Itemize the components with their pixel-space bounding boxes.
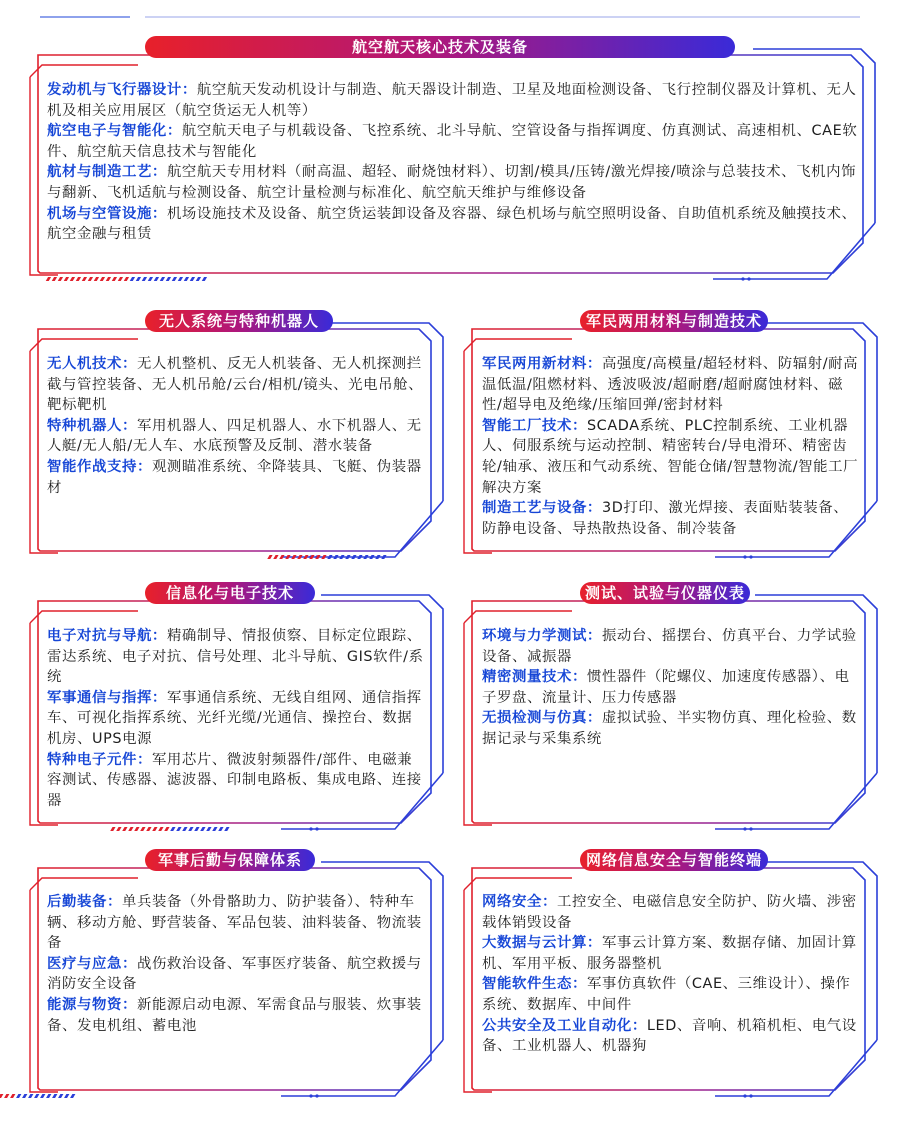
entry-body: 军事仿真软件（CAE、三维设计）、操作系统、数据库、中间件 bbox=[482, 976, 851, 1013]
frame-stripe bbox=[116, 827, 121, 831]
frame-stripe bbox=[34, 1094, 39, 1098]
entry-body: 无人机整机、反无人机装备、无人机探测拦截与管控装备、无人机吊舱/云台/相机/镜头、光电吊舱、靶标靶机 bbox=[47, 356, 424, 414]
frame-stripe bbox=[100, 277, 105, 281]
frame-stripe bbox=[70, 1094, 75, 1098]
entry-term: 制造工艺与设备： bbox=[482, 500, 602, 517]
entry-body: 航空航天专用材料（耐高温、超轻、耐烧蚀材料）、切割/模具/压铸/激光焊接/喷涂与总装技术、飞机内饰与翻新、飞机适航与检测设备、航空计量检测与标准化、航空航天维护与维修设备 bbox=[47, 164, 857, 201]
card-cybersecurity bbox=[482, 892, 860, 1057]
entry-body: 军事云计算方案、数据存储、加固计算机、军用平板、服务器整机 bbox=[482, 935, 857, 972]
section-heading-testing: 测试、试验与仪器仪表 bbox=[580, 582, 750, 604]
card-aerospace bbox=[47, 80, 859, 245]
entry-term: 后勤装备： bbox=[47, 894, 122, 910]
frame-stripe bbox=[140, 827, 145, 831]
frame-stripe bbox=[136, 277, 141, 281]
frame-stripe bbox=[46, 1094, 51, 1098]
section-heading-aerospace: 航空航天核心技术及装备 bbox=[145, 36, 735, 58]
frame-stripe bbox=[196, 277, 201, 281]
entry-body: 虚拟试验、半实物仿真、理化检验、数据记录与采集系统 bbox=[482, 710, 857, 747]
entry-big-data-cloud bbox=[482, 933, 860, 974]
entry-manufacturing bbox=[482, 498, 860, 539]
frame-stripe bbox=[106, 277, 111, 281]
entry-body: 军事通信系统、无线自组网、通信指挥车、可视化指挥系统、光纤光缆/光通信、操控台、数据机房、UPS电源 bbox=[47, 689, 422, 747]
entry-term: 无人机技术： bbox=[47, 356, 137, 372]
frame-stripe bbox=[112, 277, 117, 281]
entry-logistics-equipment bbox=[47, 892, 425, 954]
entry-term: 特种电子元件： bbox=[47, 751, 152, 768]
entry-public-safety-automation bbox=[482, 1016, 860, 1057]
frame-stripe bbox=[94, 277, 99, 281]
frame-stripe bbox=[52, 277, 57, 281]
frame-stripe bbox=[134, 827, 139, 831]
frame-stripe bbox=[148, 277, 153, 281]
entry-new-materials bbox=[482, 354, 860, 416]
entry-special-robots bbox=[47, 416, 425, 457]
entry-airport-facilities bbox=[47, 204, 859, 245]
frame-stripe bbox=[160, 277, 165, 281]
frame-stripe bbox=[206, 827, 211, 831]
entry-term: 电子对抗与导航： bbox=[47, 628, 167, 644]
frame-stripe bbox=[58, 277, 63, 281]
frame-stripe bbox=[224, 827, 229, 831]
frame-stripe bbox=[22, 1094, 27, 1098]
section-heading-unmanned: 无人系统与特种机器人 bbox=[145, 310, 333, 332]
frame-stripe bbox=[166, 277, 171, 281]
section-heading-dual-use: 军民两用材料与制造技术 bbox=[580, 310, 768, 332]
entry-body: 3D打印、激光焊接、表面贴装装备、防静电设备、导热散热设备、制冷装备 bbox=[482, 500, 849, 537]
frame-dot bbox=[309, 1094, 312, 1097]
frame-dot bbox=[749, 1094, 752, 1097]
entry-ew-navigation bbox=[47, 626, 425, 688]
frame-stripe bbox=[172, 277, 177, 281]
entry-body: SCADA系统、PLC控制系统、工业机器人、伺服系统与运动控制、精密转台/导电滑环、精密齿轮/轴承、液压和气动系统、智能仓储/智慧物流/智能工厂解决方案 bbox=[482, 417, 859, 496]
frame-stripe bbox=[200, 827, 205, 831]
frame-stripe bbox=[142, 277, 147, 281]
frame-top-left-accent bbox=[30, 65, 138, 77]
entry-body: LED、音响、机箱机柜、电气设备、工业机器人、机器狗 bbox=[482, 1017, 857, 1055]
frame-stripe bbox=[122, 827, 127, 831]
entry-term: 医疗与应急： bbox=[47, 955, 137, 972]
entry-term: 军民两用新材料： bbox=[482, 356, 602, 372]
frame-stripe bbox=[190, 277, 195, 281]
entry-term: 精密测量技术： bbox=[482, 669, 587, 686]
frame-dot bbox=[741, 277, 744, 280]
frame-dot bbox=[743, 1094, 746, 1097]
entry-precision-measurement bbox=[482, 667, 860, 708]
entry-term: 大数据与云计算： bbox=[482, 935, 602, 952]
entry-term: 能源与物资： bbox=[47, 996, 137, 1013]
frame-bottom-right-accent bbox=[281, 1040, 443, 1096]
entry-term: 军事通信与指挥： bbox=[47, 689, 167, 706]
entry-body: 振动台、摇摆台、仿真平台、力学试验设备、减振器 bbox=[482, 628, 857, 665]
frame-stripe bbox=[88, 277, 93, 281]
entry-avionics bbox=[47, 121, 859, 162]
entry-term: 智能工厂技术： bbox=[482, 417, 587, 434]
frame-top-left-accent bbox=[464, 339, 572, 351]
section-heading-cybersecurity: 网络信息安全与智能终端 bbox=[580, 849, 768, 871]
section-heading-logistics: 军事后勤与保障体系 bbox=[145, 849, 315, 871]
frame-stripe bbox=[188, 827, 193, 831]
entry-combat-support bbox=[47, 457, 425, 498]
entry-software-ecosystem bbox=[482, 974, 860, 1015]
frame-dot bbox=[747, 277, 750, 280]
frame-stripe bbox=[218, 827, 223, 831]
frame-stripe bbox=[170, 827, 175, 831]
entry-special-components bbox=[47, 750, 425, 812]
frame-stripe bbox=[202, 277, 207, 281]
frame-stripe bbox=[178, 277, 183, 281]
frame-stripe bbox=[118, 277, 123, 281]
frame-stripe bbox=[110, 827, 115, 831]
frame-top-left-accent bbox=[464, 878, 572, 890]
frame-stripe bbox=[124, 277, 129, 281]
frame-stripe bbox=[76, 277, 81, 281]
frame-stripe bbox=[52, 1094, 57, 1098]
card-dual-use bbox=[482, 354, 860, 539]
frame-stripe bbox=[40, 1094, 45, 1098]
frame-dot bbox=[743, 555, 746, 558]
frame-stripe bbox=[0, 1094, 3, 1098]
entry-body: 单兵装备（外骨骼助力、防护装备）、特种车辆、移动方舱、野营装备、军品包装、油料装备、物流装备 bbox=[47, 894, 422, 952]
frame-top-left-accent bbox=[30, 878, 138, 890]
frame-stripe bbox=[64, 1094, 69, 1098]
entry-body: 航空航天发动机设计与制造、航天器设计制造、卫星及地面检测设备、飞行控制仪器及计算机、无人机及相关应用展区（航空货运无人机等） bbox=[47, 82, 857, 119]
frame-dot bbox=[309, 827, 312, 830]
entry-term: 发动机与飞行器设计： bbox=[47, 82, 197, 98]
frame-stripe bbox=[212, 827, 217, 831]
entry-term: 无损检测与仿真： bbox=[482, 710, 602, 727]
entry-materials-process bbox=[47, 162, 859, 203]
frame-dot bbox=[743, 827, 746, 830]
frame-stripe bbox=[70, 277, 75, 281]
entry-body: 观测瞄准系统、伞降装具、飞艇、伪装器材 bbox=[47, 458, 422, 496]
entry-body: 惯性器件（陀螺仪、加速度传感器）、电子罗盘、流量计、压力传感器 bbox=[482, 669, 850, 706]
entry-medical-emergency bbox=[47, 954, 425, 995]
entry-uav bbox=[47, 354, 425, 416]
entry-body: 工控安全、电磁信息安全防护、防火墙、涉密载体销毁设备 bbox=[482, 894, 857, 931]
entry-body: 机场设施技术及设备、航空货运装卸设备及容器、绿色机场与航空照明设备、自助值机系统及触摸技术、航空金融与租赁 bbox=[47, 205, 857, 243]
frame-top-left-accent bbox=[464, 611, 572, 623]
entry-term: 网络安全： bbox=[482, 894, 557, 910]
entry-military-comm bbox=[47, 688, 425, 750]
frame-top-left-accent bbox=[30, 339, 138, 351]
entry-body: 战伤救治设备、军事医疗装备、航空救援与消防安全设备 bbox=[47, 955, 422, 993]
entry-term: 智能软件生态： bbox=[482, 976, 587, 993]
frame-stripe bbox=[154, 277, 159, 281]
entry-term: 航材与制造工艺： bbox=[47, 164, 167, 181]
entry-network-security bbox=[482, 892, 860, 933]
entry-energy-supplies bbox=[47, 995, 425, 1036]
frame-dot bbox=[749, 555, 752, 558]
frame-stripe bbox=[16, 1094, 21, 1098]
frame-stripe bbox=[28, 1094, 33, 1098]
frame-dot bbox=[315, 827, 318, 830]
frame-stripe bbox=[4, 1094, 9, 1098]
entry-smart-factory bbox=[482, 416, 860, 498]
entry-term: 航空电子与智能化： bbox=[47, 123, 182, 140]
frame-stripe bbox=[10, 1094, 15, 1098]
frame-stripe bbox=[194, 827, 199, 831]
frame-stripe bbox=[82, 277, 87, 281]
frame-dot bbox=[315, 1094, 318, 1097]
entry-body: 高强度/高模量/超轻材料、防辐射/耐高温低温/阻燃材料、透波吸波/超耐磨/超耐腐蚀材料、磁性/超导电及绝缘/压缩回弹/密封材料 bbox=[482, 356, 859, 414]
entry-body: 军用芯片、微波射频器件/部件、电磁兼容测试、传感器、滤波器、印制电路板、集成电路、连接器 bbox=[47, 751, 422, 809]
entry-engine-design bbox=[47, 80, 859, 121]
entry-ndt-simulation bbox=[482, 708, 860, 749]
frame-stripe bbox=[58, 1094, 63, 1098]
entry-body: 军用机器人、四足机器人、水下机器人、无人艇/无人船/无人车、水底预警及反制、潜水装备 bbox=[47, 417, 422, 455]
entry-term: 智能作战支持： bbox=[47, 458, 152, 475]
frame-stripe bbox=[176, 827, 181, 831]
entry-body: 航空航天电子与机载设备、飞控系统、北斗导航、空管设备与指挥调度、仿真测试、高速相机、CAE软件、航空航天信息技术与智能化 bbox=[47, 123, 858, 160]
frame-stripe bbox=[64, 277, 69, 281]
section-heading-informatization: 信息化与电子技术 bbox=[145, 582, 315, 604]
entry-environmental-test bbox=[482, 626, 860, 667]
frame-stripe bbox=[130, 277, 135, 281]
frame-stripe bbox=[128, 827, 133, 831]
frame-stripe bbox=[273, 555, 278, 559]
frame-top-left-accent bbox=[30, 611, 138, 623]
frame-stripe bbox=[182, 827, 187, 831]
entry-term: 机场与空管设施： bbox=[47, 205, 167, 222]
frame-stripe bbox=[152, 827, 157, 831]
entry-term: 特种机器人： bbox=[47, 417, 137, 434]
card-informatization bbox=[47, 626, 425, 811]
card-unmanned bbox=[47, 354, 425, 498]
frame-stripe bbox=[158, 827, 163, 831]
frame-stripe bbox=[184, 277, 189, 281]
frame-stripe bbox=[46, 277, 51, 281]
frame-stripe bbox=[267, 555, 272, 559]
entry-body: 新能源启动电源、军需食品与服装、炊事装备、发电机组、蓄电池 bbox=[47, 996, 422, 1034]
frame-bottom-right-accent bbox=[281, 501, 443, 557]
card-logistics bbox=[47, 892, 425, 1036]
entry-term: 环境与力学测试： bbox=[482, 628, 602, 644]
card-testing bbox=[482, 626, 860, 750]
entry-body: 精确制导、情报侦察、目标定位跟踪、雷达系统、电子对抗、信号处理、北斗导航、GIS软件/系统 bbox=[47, 628, 424, 686]
entry-term: 公共安全及工业自动化： bbox=[482, 1017, 647, 1034]
frame-stripe bbox=[146, 827, 151, 831]
frame-dot bbox=[749, 827, 752, 830]
frame-stripe bbox=[164, 827, 169, 831]
frame-bottom-right-accent bbox=[715, 773, 877, 829]
